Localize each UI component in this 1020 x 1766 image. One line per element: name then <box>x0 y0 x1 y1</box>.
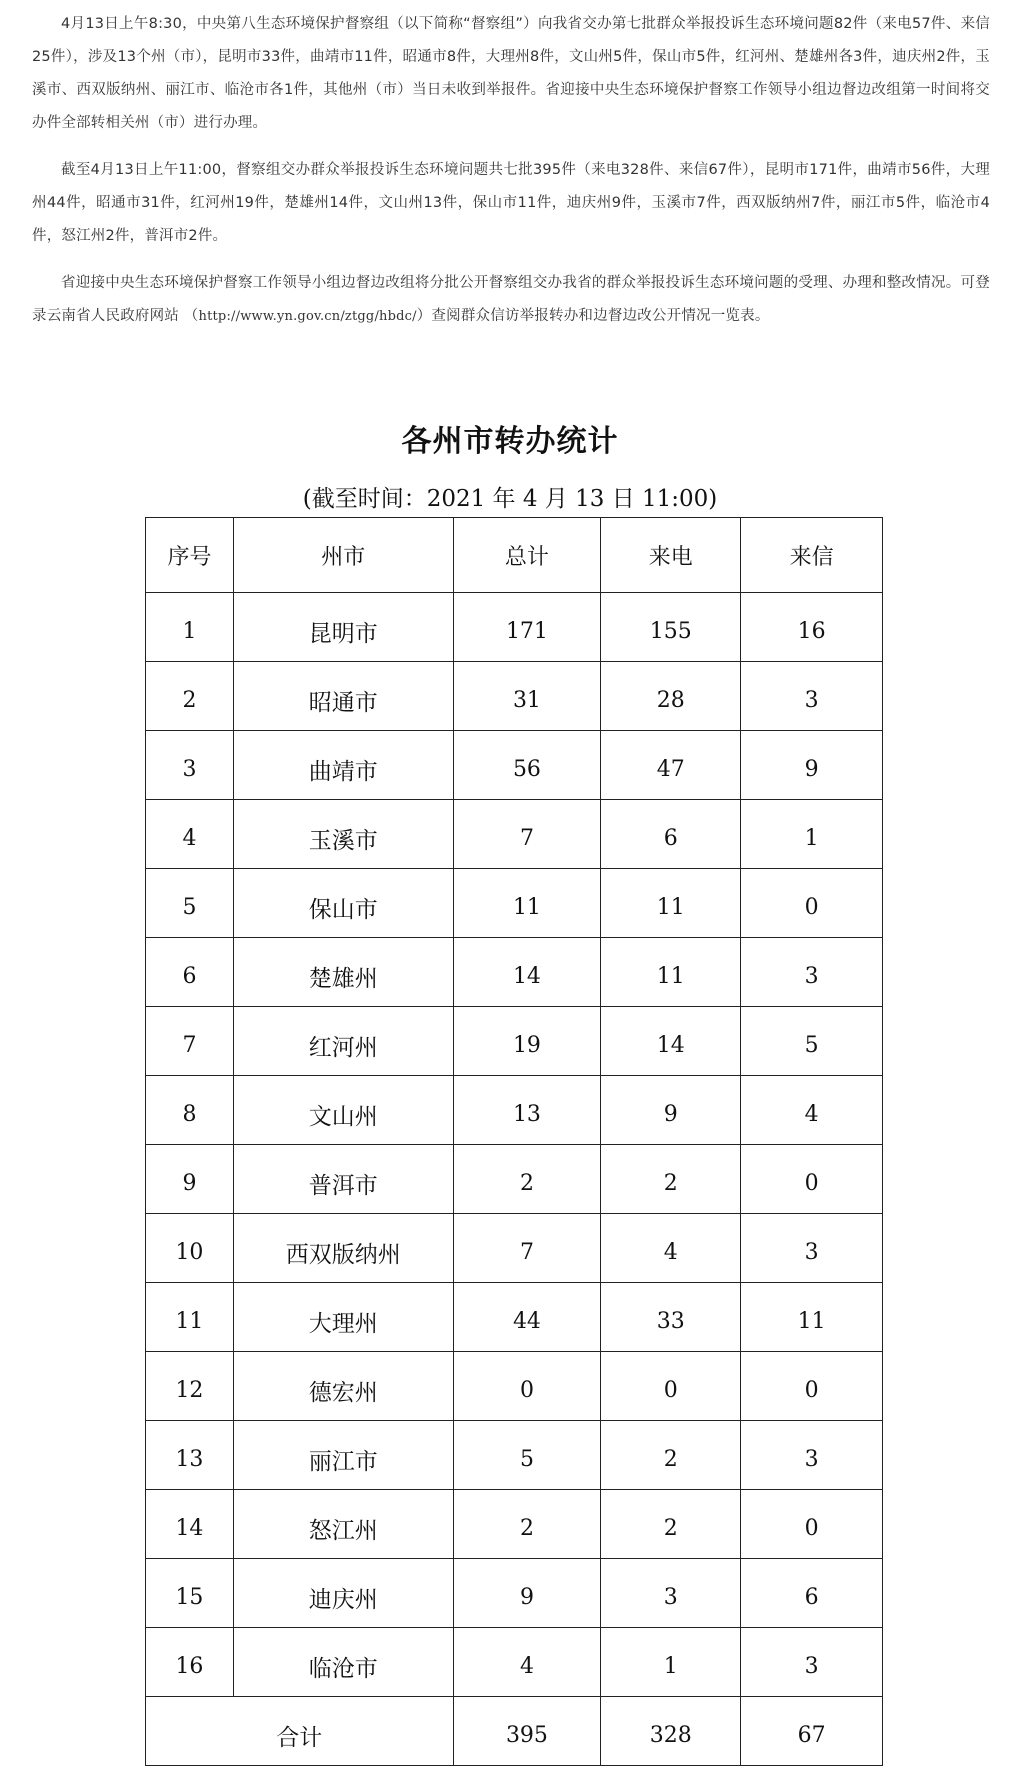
cell-index: 3 <box>146 731 234 800</box>
cell-total: 4 <box>453 1628 601 1697</box>
website-url: http://www.yn.gov.cn/ztgg/hbdc/ <box>198 309 417 324</box>
cell-city: 楚雄州 <box>233 938 453 1007</box>
total-letter: 67 <box>741 1697 883 1766</box>
cell-index: 7 <box>146 1007 234 1076</box>
cell-total: 5 <box>453 1421 601 1490</box>
table-row <box>146 1145 883 1214</box>
cell-total: 9 <box>453 1559 601 1628</box>
cell-phone: 2 <box>601 1421 741 1490</box>
cell-letter: 0 <box>741 1490 883 1559</box>
paragraph-3-text-end: ）查阅群众信访举报转办和边督边改公开情况一览表。 <box>416 308 770 324</box>
cell-letter: 1 <box>741 800 883 869</box>
cell-letter: 11 <box>741 1283 883 1352</box>
total-sum: 395 <box>453 1697 601 1766</box>
table-row <box>146 1352 883 1421</box>
header-phone: 来电 <box>601 518 741 593</box>
cell-index: 14 <box>146 1490 234 1559</box>
cell-phone: 0 <box>601 1352 741 1421</box>
table-row <box>146 1283 883 1352</box>
cell-index: 2 <box>146 662 234 731</box>
cell-index: 6 <box>146 938 234 1007</box>
cell-letter: 3 <box>741 1628 883 1697</box>
cell-letter: 16 <box>741 593 883 662</box>
table-subtitle: (截至时间：2021 年 4 月 13 日 11:00) <box>302 486 718 512</box>
cell-letter: 6 <box>741 1559 883 1628</box>
cell-letter: 3 <box>741 938 883 1007</box>
cell-city: 临沧市 <box>233 1628 453 1697</box>
table-row <box>146 1490 883 1559</box>
cell-city: 玉溪市 <box>233 800 453 869</box>
cell-letter: 3 <box>741 1421 883 1490</box>
cell-total: 13 <box>453 1076 601 1145</box>
cell-total: 2 <box>453 1490 601 1559</box>
cell-total: 11 <box>453 869 601 938</box>
cell-phone: 28 <box>601 662 741 731</box>
cell-city: 昭通市 <box>233 662 453 731</box>
cell-index: 16 <box>146 1628 234 1697</box>
cell-index: 4 <box>146 800 234 869</box>
cell-letter: 5 <box>741 1007 883 1076</box>
cell-total: 171 <box>453 593 601 662</box>
cell-index: 9 <box>146 1145 234 1214</box>
paragraph-3 <box>32 267 990 333</box>
cell-city: 迪庆州 <box>233 1559 453 1628</box>
header-total: 总计 <box>453 518 601 593</box>
cell-letter: 9 <box>741 731 883 800</box>
cell-index: 12 <box>146 1352 234 1421</box>
cell-letter: 3 <box>741 662 883 731</box>
cell-index: 1 <box>146 593 234 662</box>
cell-city: 德宏州 <box>233 1352 453 1421</box>
table-row <box>146 1214 883 1283</box>
table-row <box>146 1076 883 1145</box>
cell-total: 44 <box>453 1283 601 1352</box>
cell-phone: 11 <box>601 869 741 938</box>
cell-index: 8 <box>146 1076 234 1145</box>
cell-index: 10 <box>146 1214 234 1283</box>
table-row <box>146 662 883 731</box>
cell-city: 西双版纳州 <box>233 1214 453 1283</box>
paragraph-1: 4月13日上午8:30，中央第八生态环境保护督察组（以下简称“督察组”）向我省交办第七批群众举报投诉生态环境问题82件（来电57件、来信25件），涉及13个州（市），昆明市33件，曲靖市11件，昭通市8件，大理州8件，文山州5件，保山市5件，红河州、楚雄州各3件，迪庆州2件，玉溪市、西双版纳州、丽江市、临沧市各1件，其他州（市）当日未收到举报件。省迎接中央生态环境保护督察工作领导小组边督边改组第一时间将交办件全部转相关州（市）进行办理。 <box>32 16 990 131</box>
cell-phone: 155 <box>601 593 741 662</box>
cell-phone: 6 <box>601 800 741 869</box>
paragraph-3-text: 省迎接中央生态环境保护督察工作领导小组边督边改组将分批公开督察组交办我省的群众举报投诉生态环境问题的受理、办理和整改情况。可登录云南省人民政府网站 （ <box>32 275 990 324</box>
header-letter: 来信 <box>741 518 883 593</box>
paragraph-2: 截至4月13日上午11:00，督察组交办群众举报投诉生态环境问题共七批395件（来电328件、来信67件），昆明市171件，曲靖市56件，大理州44件，昭通市31件，红河州19件，楚雄州14件，文山州13件，保山市11件，迪庆州9件，玉溪市7件，西双版纳州7件，丽江市5件，临沧市4件，怒江州2件，普洱市2件。 <box>32 162 990 244</box>
cell-total: 56 <box>453 731 601 800</box>
cell-city: 文山州 <box>233 1076 453 1145</box>
header-city: 州市 <box>233 518 453 593</box>
table-row <box>146 593 883 662</box>
cell-total: 19 <box>453 1007 601 1076</box>
cell-total: 7 <box>453 800 601 869</box>
table-row <box>146 1559 883 1628</box>
cell-phone: 9 <box>601 1076 741 1145</box>
table-header-row <box>146 518 883 593</box>
cell-letter: 4 <box>741 1076 883 1145</box>
table-body <box>146 593 883 1766</box>
cell-city: 丽江市 <box>233 1421 453 1490</box>
table-row <box>146 731 883 800</box>
table-row <box>146 1421 883 1490</box>
cell-total: 14 <box>453 938 601 1007</box>
cell-index: 13 <box>146 1421 234 1490</box>
cell-phone: 11 <box>601 938 741 1007</box>
cell-phone: 2 <box>601 1490 741 1559</box>
cell-city: 普洱市 <box>233 1145 453 1214</box>
table-title: 各州市转办统计 <box>401 424 619 459</box>
cell-city: 昆明市 <box>233 593 453 662</box>
cell-letter: 0 <box>741 1145 883 1214</box>
cell-phone: 4 <box>601 1214 741 1283</box>
table-row <box>146 869 883 938</box>
cell-phone: 33 <box>601 1283 741 1352</box>
total-phone: 328 <box>601 1697 741 1766</box>
cell-phone: 47 <box>601 731 741 800</box>
article-body <box>32 8 990 347</box>
cell-letter: 3 <box>741 1214 883 1283</box>
cell-total: 2 <box>453 1145 601 1214</box>
cell-total: 31 <box>453 662 601 731</box>
cell-phone: 1 <box>601 1628 741 1697</box>
cell-letter: 0 <box>741 1352 883 1421</box>
cell-city: 大理州 <box>233 1283 453 1352</box>
cell-city: 红河州 <box>233 1007 453 1076</box>
table-row <box>146 1007 883 1076</box>
cell-city: 保山市 <box>233 869 453 938</box>
cell-phone: 2 <box>601 1145 741 1214</box>
cell-letter: 0 <box>741 869 883 938</box>
table-row <box>146 938 883 1007</box>
cell-phone: 3 <box>601 1559 741 1628</box>
cell-index: 15 <box>146 1559 234 1628</box>
cell-city: 曲靖市 <box>233 731 453 800</box>
cell-total: 0 <box>453 1352 601 1421</box>
table-row <box>146 800 883 869</box>
table-row <box>146 1628 883 1697</box>
cell-total: 7 <box>453 1214 601 1283</box>
cell-phone: 14 <box>601 1007 741 1076</box>
total-label: 合计 <box>146 1697 454 1766</box>
header-index: 序号 <box>146 518 234 593</box>
cell-city: 怒江州 <box>233 1490 453 1559</box>
cell-index: 11 <box>146 1283 234 1352</box>
cell-index: 5 <box>146 869 234 938</box>
table-total-row <box>146 1697 883 1766</box>
statistics-table <box>145 517 883 1766</box>
